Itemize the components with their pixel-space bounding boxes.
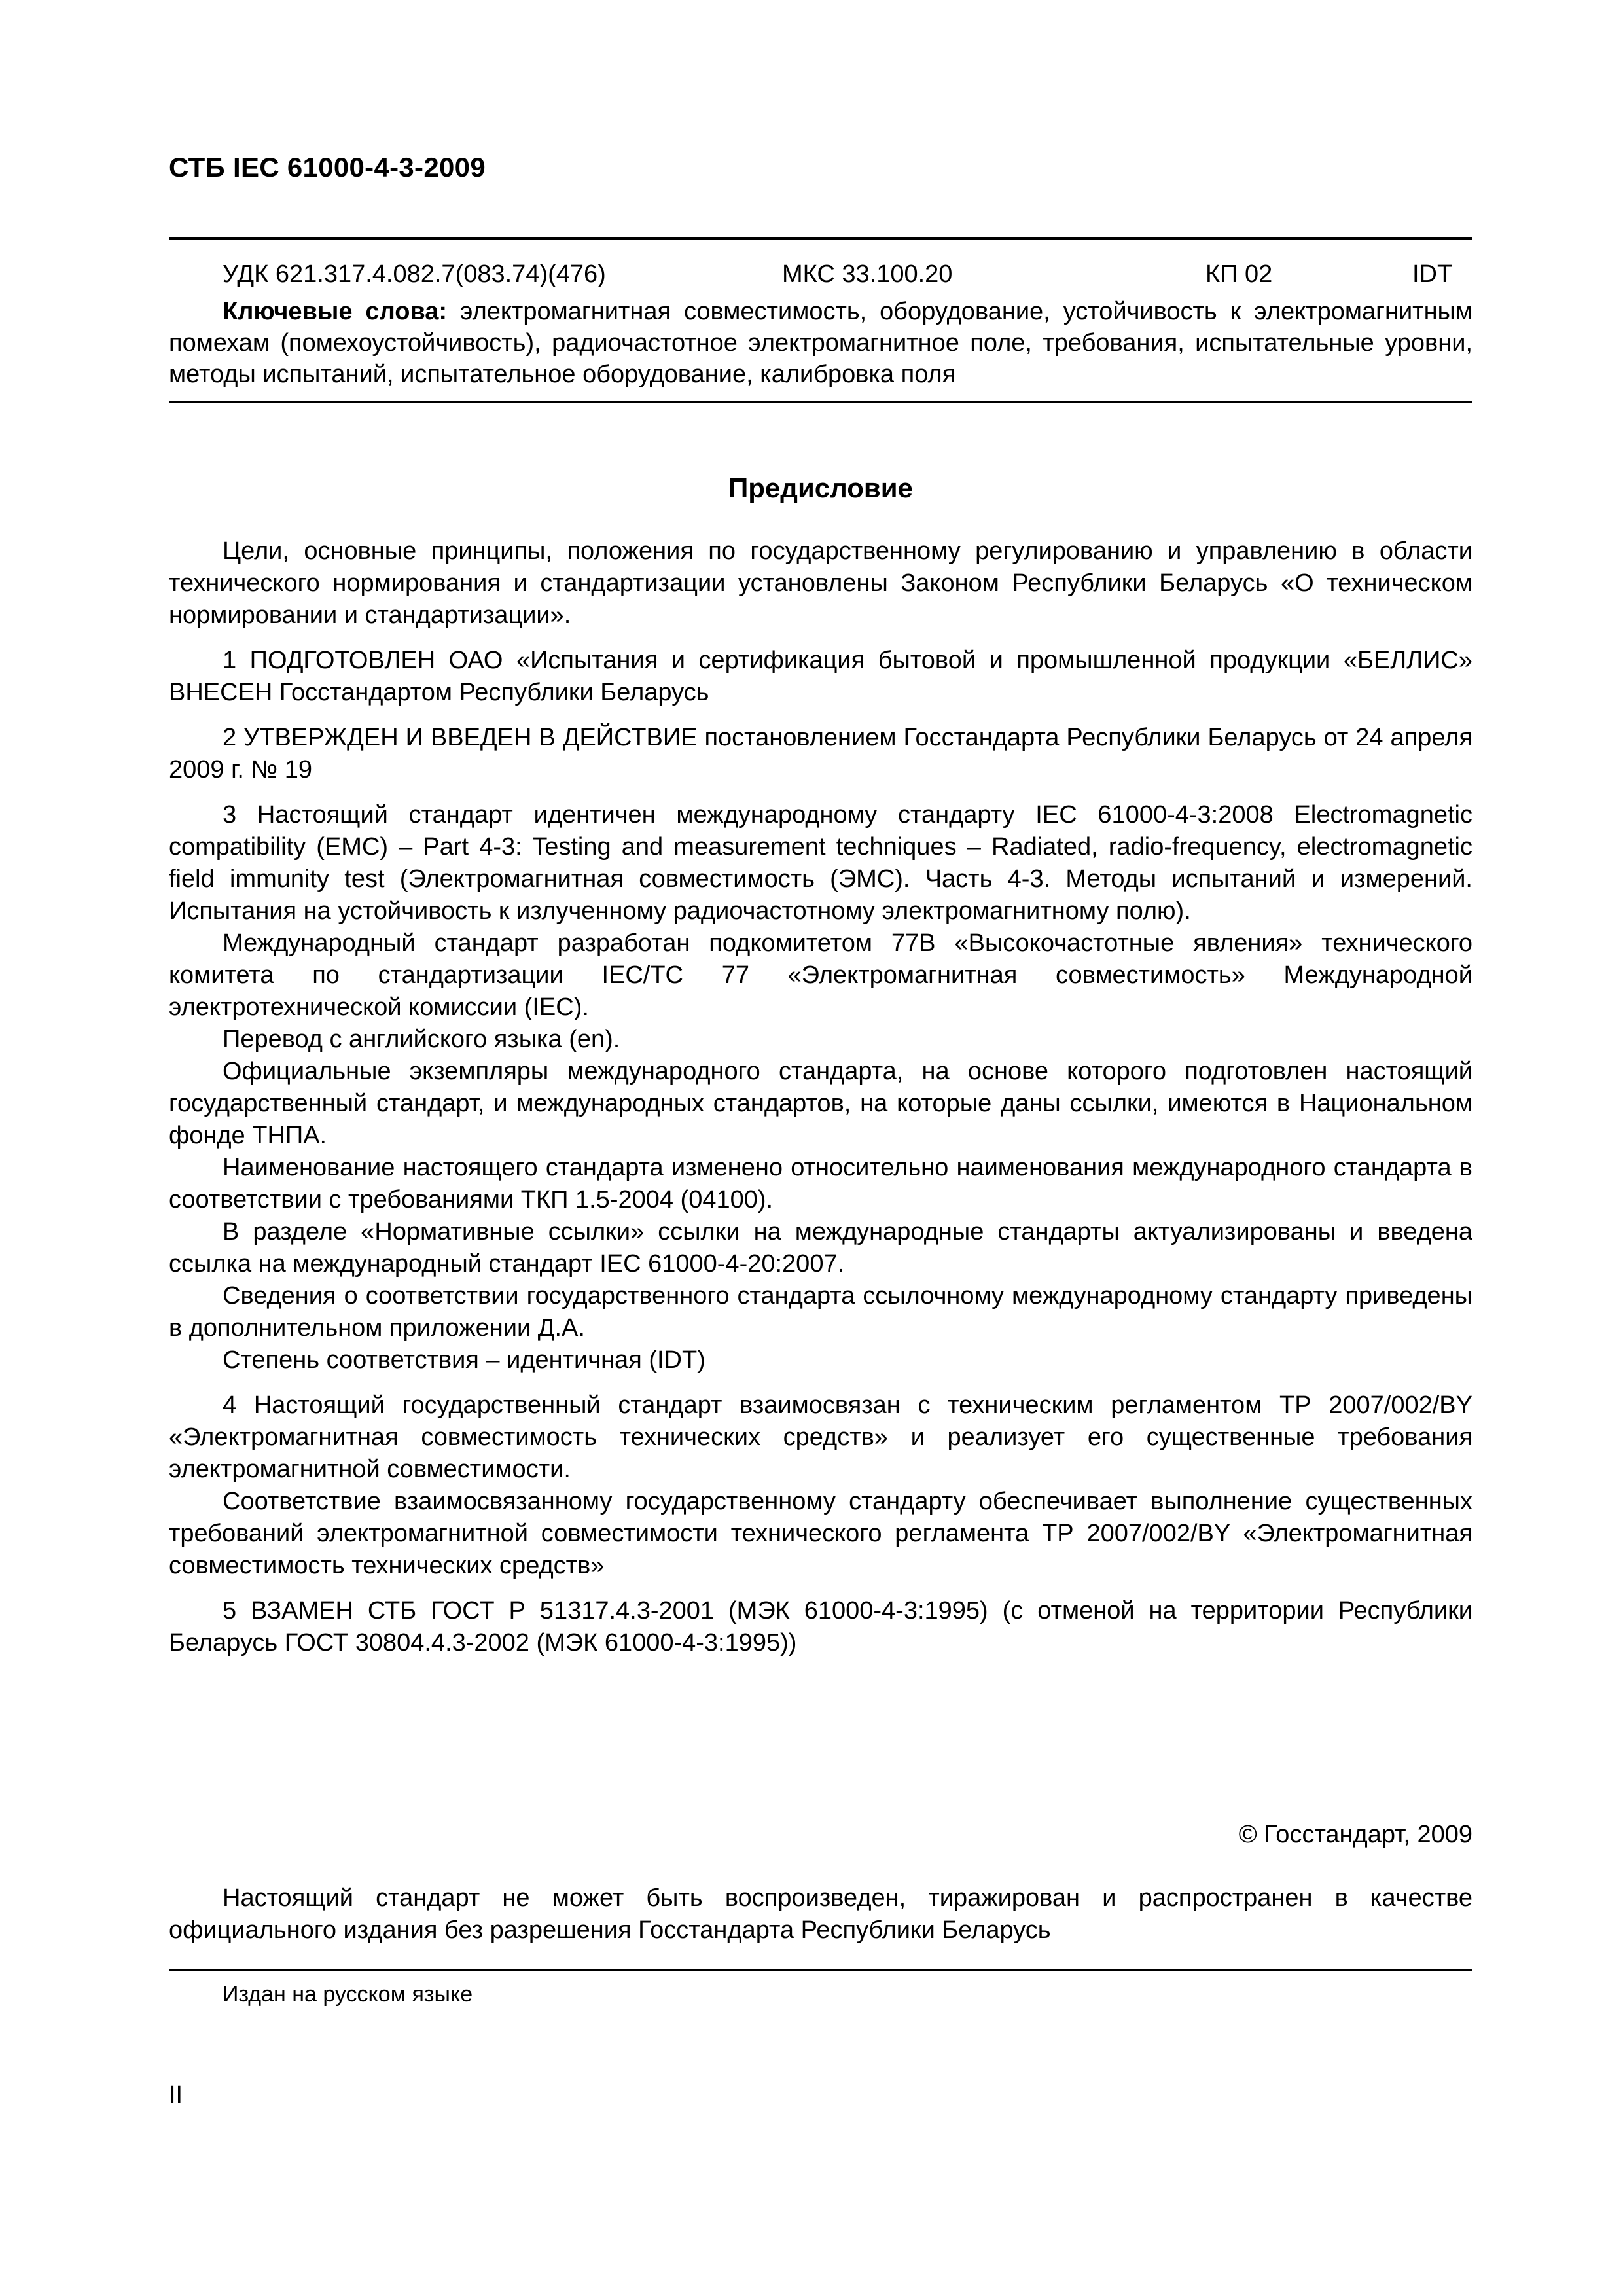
foreword-body	[169, 535, 1472, 1659]
foreword-paragraph: 1 ПОДГОТОВЛЕН ОАО «Испытания и сертификация бытовой и промышленной продукции «БЕЛЛИС» ВНЕСЕН Госстандартом Республики Беларусь	[169, 647, 1472, 706]
header-divider-top	[169, 237, 1472, 240]
foreword-paragraph: Цели, основные принципы, положения по государственному регулированию и управлению в области технического нормирования и стандартизации установлены Законом Республики Беларусь «О техническом нормировании и стандартизации».	[169, 537, 1472, 629]
foreword-paragraph: 4 Настоящий государственный стандарт взаимосвязан с техническим регламентом ТР 2007/002/BY «Электромагнитная совместимость технических средств» и реализует его существенные требования электромагнитной совместимости.	[169, 1391, 1472, 1483]
page-number: II	[169, 2081, 183, 2109]
foreword-title: Предисловие	[728, 473, 913, 503]
keywords-label: Ключевые слова:	[223, 298, 448, 325]
document-code: СТБ IEC 61000-4-3-2009	[169, 152, 486, 183]
keywords-text: электромагнитная совместимость, оборудование, устойчивость к электромагнитным помехам (помехоустойчивость), радиочастотное электромагнитное поле, требования, испытательные уровни, методы испытаний, испытательное оборудование, калибровка поля	[169, 298, 1472, 388]
foreword-paragraph: Соответствие взаимосвязанному государственному стандарту обеспечивает выполнение существенных требований электромагнитной совместимости технического регламента ТР 2007/002/BY «Электромагнитная совместимость технических средств»	[169, 1488, 1472, 1579]
header-divider-bottom	[169, 401, 1472, 403]
foreword-paragraph: Перевод с английского языка (en).	[223, 1026, 620, 1053]
foreword-paragraph: В разделе «Нормативные ссылки» ссылки на международные стандарты актуализированы и введена ссылка на международный стандарт IEC 61000-4-20:2007.	[169, 1218, 1472, 1278]
edition-language: Издан на русском языке	[223, 1982, 473, 2007]
foreword-paragraph: 3 Настоящий стандарт идентичен международному стандарту IEC 61000-4-3:2008 Electromagnetic compatibility (EMC) – Part 4-3: Testing and measurement techniques – Radiated, radio-frequency, electromagnetic field immunity test (Электромагнитная совместимость (ЭМС). Часть 4-3. Методы испытаний и измерений. Испытания на устойчивость к излученному радиочастотному электромагнитному полю).	[169, 801, 1472, 925]
foreword-paragraph: Международный стандарт разработан подкомитетом 77B «Высокочастотные явления» технического комитета по стандартизации IEC/TC 77 «Электромагнитная совместимость» Международной электротехнической комиссии (IEC).	[169, 929, 1472, 1021]
foreword-paragraph: 5 ВЗАМЕН СТБ ГОСТ Р 51317.4.3-2001 (МЭК 61000-4-3:1995) (с отменой на территории Республики Беларусь ГОСТ 30804.4.3-2002 (МЭК 61000-4-3:1995))	[169, 1597, 1472, 1657]
reproduction-notice: Настоящий стандарт не может быть воспроизведен, тиражирован и распространен в качестве официального издания без разрешения Госстандарта Республики Беларусь	[169, 1884, 1472, 1944]
foreword-paragraph: Сведения о соответствии государственного стандарта ссылочному международному стандарту приведены в дополнительном приложении Д.А.	[169, 1282, 1472, 1342]
kp-code: КП 02	[1205, 260, 1273, 288]
mks-code: МКС 33.100.20	[782, 260, 953, 288]
foreword-paragraph: Степень соответствия – идентичная (IDT)	[223, 1346, 705, 1374]
udk-code: УДК 621.317.4.082.7(083.74)(476)	[223, 260, 606, 288]
footer-divider	[169, 1969, 1472, 1971]
keywords-paragraph	[169, 296, 1472, 390]
foreword-paragraph: Официальные экземпляры международного стандарта, на основе которого подготовлен настоящий государственный стандарт, и международных стандартов, на которые даны ссылки, имеются в Национальном фонде ТНПА.	[169, 1058, 1472, 1149]
foreword-paragraph: 2 УТВЕРЖДЕН И ВВЕДЕН В ДЕЙСТВИЕ постановлением Госстандарта Республики Беларусь от 24 апреля 2009 г. № 19	[169, 724, 1472, 783]
foreword-paragraph: Наименование настоящего стандарта изменено относительно наименования международного стандарта в соответствии с требованиями ТКП 1.5-2004 (04100).	[169, 1154, 1472, 1213]
idt-code: IDT	[1412, 260, 1453, 288]
copyright-line: © Госстандарт, 2009	[1238, 1821, 1472, 1848]
classification-row	[223, 260, 1466, 293]
